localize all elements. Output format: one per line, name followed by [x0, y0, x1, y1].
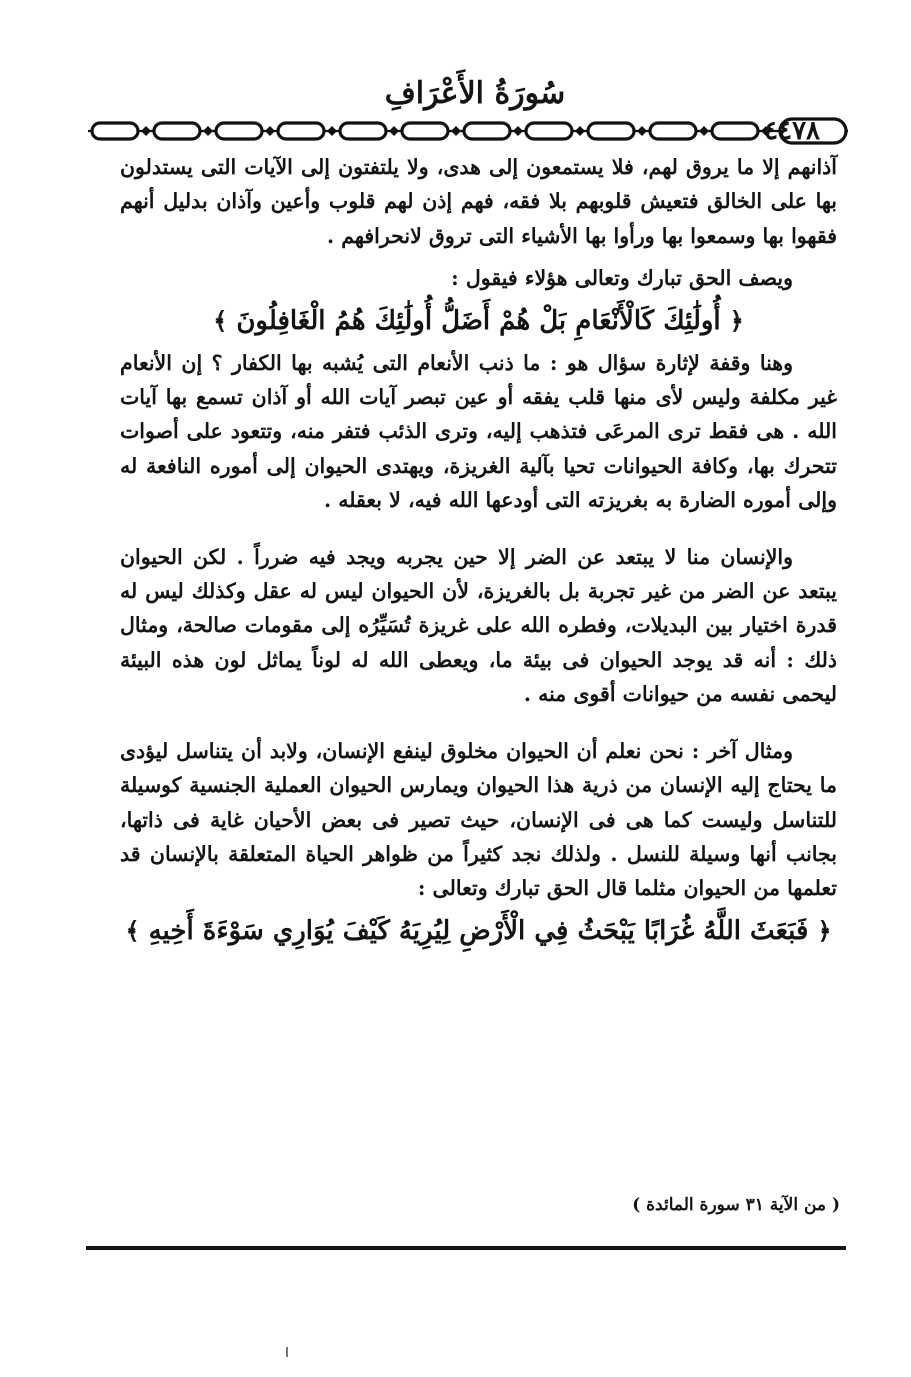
chain-ornament-icon: [88, 116, 848, 146]
verse-text: فَبَعَثَ اللَّهُ غُرَابًا يَبْحَثُ فِي الْأَرْضِ لِيُرِيَهُ كَيْفَ يُوَارِي سَوْءَةَ أَخِيهِ: [148, 915, 809, 946]
page-number: ٤٤٧٨: [764, 116, 820, 146]
paragraph: وهنا وقفة لإثارة سؤال هو : ما ذنب الأنعام التى يُشبه بها الكفار ؟ إن الأنعام غير مكلفة وليس لأى منها قلب يفقه أو عين تبصر آيات الله أو آذان تسمع بها آيات الله . هى فقط ترى المرعَى فتذهب إليه، وترى الذئب فتفر منه، وتتعود على أصوات تتحرك بها، وكافة الحيوانات تحيا بآلية الغريزة، ويهتدى الحيوان إلى أموره النافعة له وإلى أموره الضارة به بغريزته التى أودعها الله فيه، لا بعقله .: [120, 350, 837, 513]
surah-title: سُورَةُ الأَعْرَافِ: [384, 76, 566, 111]
verse-text: أُولَٰئِكَ كَالْأَنْعَامِ بَلْ هُمْ أَضَلُّ أُولَٰئِكَ هُمُ الْغَافِلُونَ: [236, 305, 721, 336]
paragraph: والإنسان منا لا يبتعد عن الضر إلا حين يجربه ويجد فيه ضرراً . لكن الحيوان يبتعد عن الضر من غير تجربة بل بالغريزة، لأن الحيوان ليس له عقل وكذلك ليس له قدرة اختيار بين البديلات، وفطره الله على غريزة تُسَيِّرُه إلى مقومات صالحة، ومثال ذلك : أنه قد يوجد الحيوان فى بيئة ما، ويعطى الله له لوناً يماثل لون هذه البيئة ليحمى نفسه من حيوانات أقوى منه .: [120, 544, 837, 707]
quran-verse: [120, 296, 837, 346]
page-body: [120, 150, 837, 956]
bottom-divider: [86, 1246, 846, 1250]
verse-close-bracket: ﴾: [125, 915, 140, 945]
scan-mark: [286, 1347, 288, 1357]
verse-close-bracket: ﴾: [213, 305, 228, 335]
verse-open-bracket: ﴿: [817, 915, 832, 945]
paragraph: ومثال آخر : نحن نعلم أن الحيوان مخلوق لينفع الإنسان، ولابد أن يتناسل ليؤدى ما يحتاج إليه الإنسان من ذرية هذا الحيوان ويمارس الحيوان العملية الجنسية كوسيلة للتناسل وليست كما هى فى الإنسان، حيث تصير فى بعض الأحيان غاية فى ذاتها، بجانب أنها وسيلة للنسل . ولذلك نجد كثيراً من ظواهر الحياة المتعلقة بالإنسان قد تعلمها من الحيوان مثلما قال الحق تبارك وتعالى :: [120, 738, 837, 901]
ornamental-border: [88, 116, 848, 146]
paragraph: ويصف الحق تبارك وتعالى هؤلاء فيقول :: [451, 266, 793, 291]
quran-verse: [120, 906, 837, 956]
verse-reference: ( من الآية ٣١ سورة المائدة ): [632, 1195, 840, 1215]
verse-open-bracket: ﴿: [729, 305, 744, 335]
paragraph: آذانهم إلا ما يروق لهم، فلا يستمعون إلى هدى، ولا يلتفتون إلى الآيات التى يستدلون بها على الخالق فتعيش قلوبهم بلا فقه، فهم إذن لهم قلوب وأعين وآذان بدليل أنهم فقهوا بها وسمعوا بها ورأوا بها الأشياء التى تروق لانحرافهم .: [120, 155, 837, 248]
